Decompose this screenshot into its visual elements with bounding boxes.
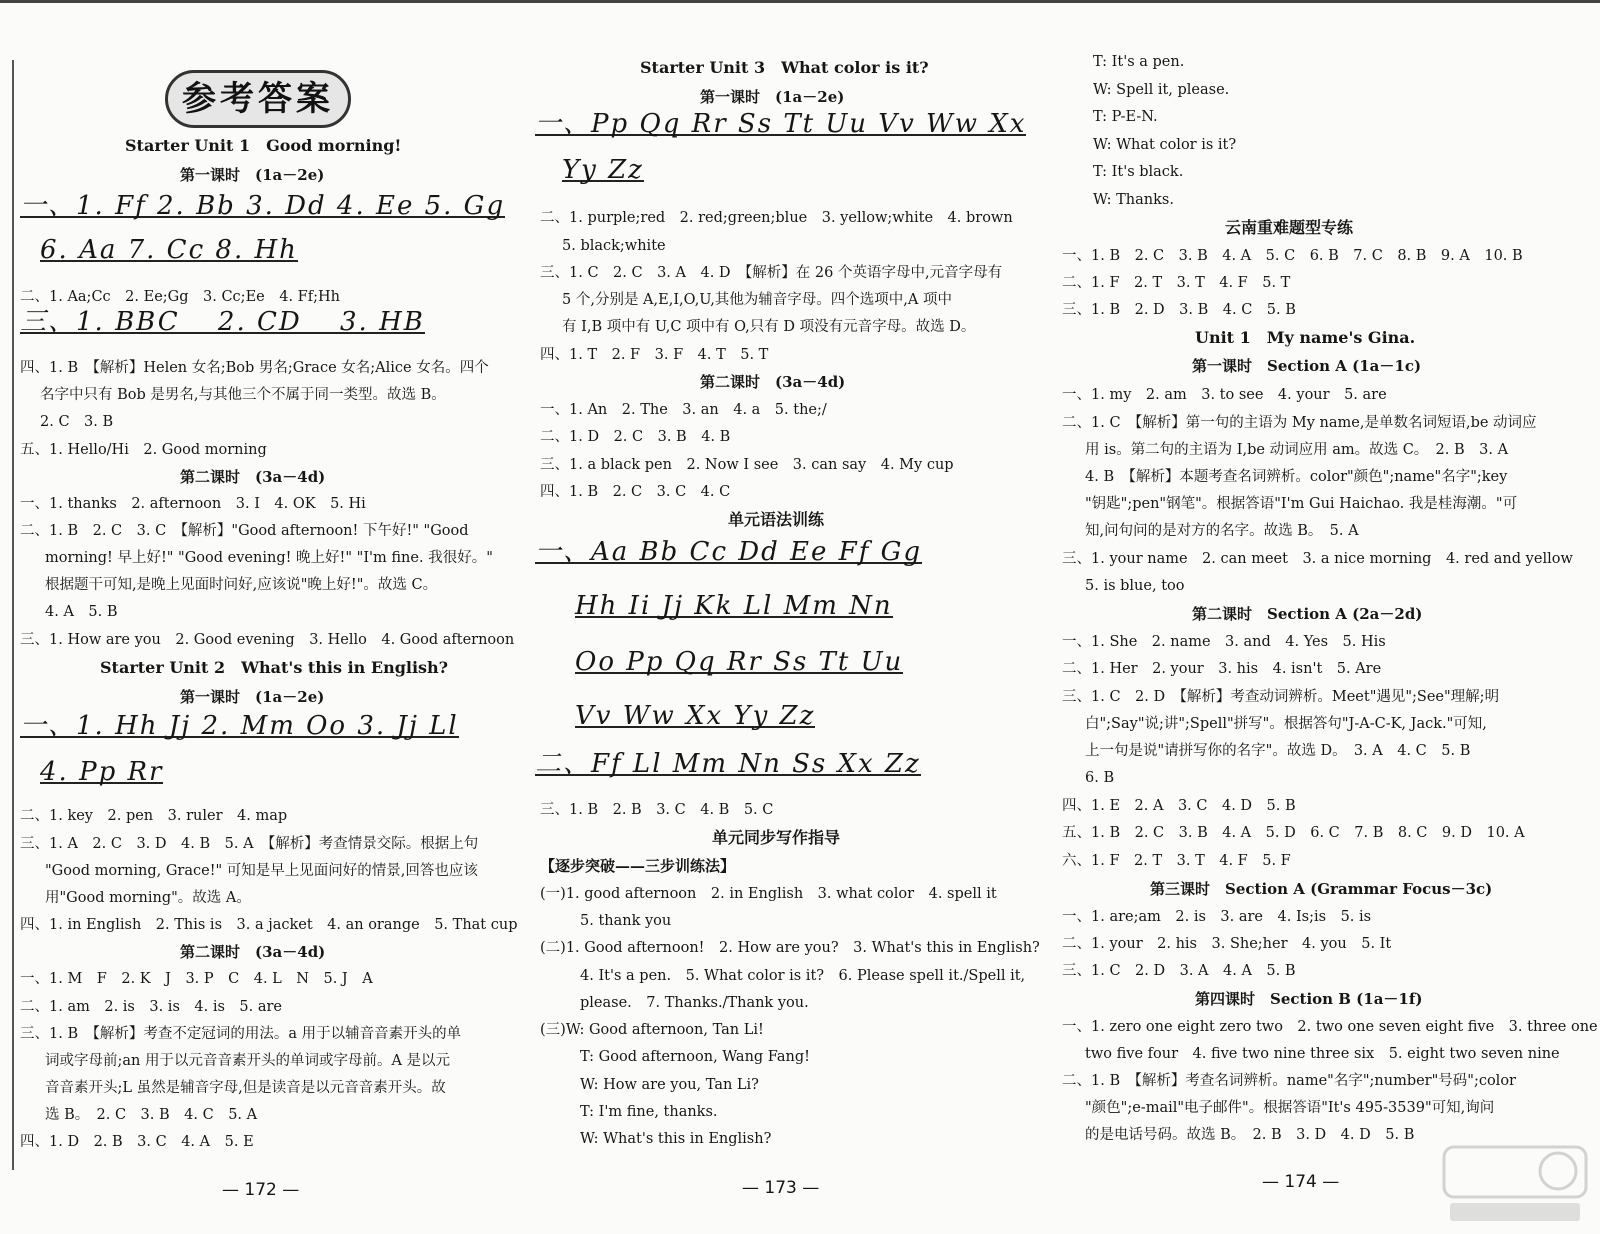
answer-line: 2. C 3. B	[40, 414, 114, 430]
answer-line: 二、1. purple;red 2. red;green;blue 3. yellow;white 4. brown	[540, 210, 1013, 226]
answer-line: 四、1. B 2. C 3. C 4. C	[540, 484, 731, 500]
answer-line: (三)W: Good afternoon, Tan Li!	[540, 1022, 764, 1038]
answer-line: two five four 4. five two nine three six 5. eight two seven nine	[1085, 1046, 1560, 1062]
handwriting-answer: 一、Aa Bb Cc Dd Ee Ff Gg	[535, 537, 923, 567]
watermark-logo-icon	[1440, 1141, 1590, 1226]
answer-line: 四、1. D 2. B 3. C 4. A 5. E	[20, 1134, 254, 1150]
answer-line: 音音素开头;L 虽然是辅音字母,但是读音是以元音音素开头。故	[45, 1080, 446, 1096]
handwriting-answer: 6. Aa 7. Cc 8. Hh	[40, 235, 298, 265]
answer-line: 二、1. Aa;Cc 2. Ee;Gg 3. Cc;Ee 4. Ff;Hh	[20, 289, 340, 305]
answer-line: 二、1. D 2. C 3. B 4. B	[540, 429, 731, 445]
section-heading: Starter Unit 2 What's this in English?	[100, 658, 449, 677]
handwriting-answer: 二、Ff Ll Mm Nn Ss Xx Zz	[535, 749, 921, 779]
section-heading: 第二课时 Section A (2a－2d)	[1192, 605, 1423, 623]
answer-line: W: What's this in English?	[580, 1131, 772, 1147]
section-heading: 【逐步突破——三步训练法】	[540, 857, 736, 875]
handwriting-answer: 一、Pp Qq Rr Ss Tt Uu Vv Ww Xx	[535, 109, 1027, 139]
section-heading: 第一课时 Section A (1a－1c)	[1192, 357, 1422, 375]
answer-line: 4. B 【解析】本题考查名词辨析。color"颜色";name"名字";key	[1085, 469, 1508, 485]
answer-line: T: It's a pen.	[1093, 54, 1185, 70]
answer-line: 五、1. B 2. C 3. B 4. A 5. D 6. C 7. B 8. C 9. D 10. A	[1062, 825, 1525, 841]
answer-line: 5. thank you	[580, 913, 672, 929]
handwriting-answer: 一、1. Ff 2. Bb 3. Dd 4. Ee 5. Gg	[20, 191, 506, 221]
section-heading: 单元语法训练	[728, 510, 825, 529]
answer-line: 三、1. B 【解析】考查不定冠词的用法。a 用于以辅音音素开头的单	[20, 1026, 462, 1042]
answer-line: 二、1. C 【解析】第一句的主语为 My name,是单数名词短语,be 动词应	[1062, 415, 1537, 431]
answer-line: 三、1. C 2. C 3. A 4. D 【解析】在 26 个英语字母中,元音字母有	[540, 265, 1003, 281]
section-heading: 第一课时 (1a－2e)	[700, 88, 845, 106]
answer-line: 二、1. Her 2. your 3. his 4. isn't 5. Are	[1062, 661, 1382, 677]
answer-line: morning! 早上好!" "Good evening! 晚上好!" "I'm fine. 我很好。"	[45, 550, 493, 566]
answer-line: 一、1. zero one eight zero two 2. two one seven eight five 3. three one	[1062, 1019, 1598, 1035]
answer-line: 5. black;white	[562, 238, 666, 254]
section-heading: 第四课时 Section B (1a－1f)	[1195, 990, 1423, 1008]
answer-line: W: Spell it, please.	[1093, 82, 1230, 98]
answer-line: "钥匙";pen"钢笔"。根据答语"I'm Gui Haichao. 我是桂海潮。"可	[1085, 496, 1518, 512]
answer-line: 5 个,分别是 A,E,I,O,U,其他为辅音字母。四个选项中,A 项中	[562, 292, 952, 308]
answer-line: 四、1. T 2. F 3. F 4. T 5. T	[540, 347, 769, 363]
answer-line: 三、1. C 2. D 3. A 4. A 5. B	[1062, 963, 1296, 979]
answer-line: T: Good afternoon, Wang Fang!	[580, 1049, 810, 1065]
answer-line: 的是电话号码。故选 B。 2. B 3. D 4. D 5. B	[1085, 1127, 1415, 1143]
answer-line: 二、1. your 2. his 3. She;her 4. you 5. It	[1062, 936, 1392, 952]
answer-line: 三、1. a black pen 2. Now I see 3. can say 4. My cup	[540, 457, 954, 473]
answer-line: 二、1. B 2. C 3. C 【解析】"Good afternoon! 下午好!" "Good	[20, 523, 469, 539]
handwriting-answer: Hh Ii Jj Kk Ll Mm Nn	[575, 591, 893, 621]
answer-line: W: Thanks.	[1093, 192, 1174, 208]
answer-line: 四、1. in English 2. This is 3. a jacket 4. an orange 5. That cup	[20, 917, 518, 933]
answer-line: 白";Say"说;讲";Spell"拼写"。根据答句"J-A-C-K, Jack."可知,	[1085, 716, 1487, 732]
top-border	[0, 0, 1600, 3]
section-heading: 云南重难题型专练	[1225, 218, 1354, 237]
answer-line: 上一句是说"请拼写你的名字"。故选 D。 3. A 4. C 5. B	[1085, 743, 1471, 759]
answer-line: 词或字母前;an 用于以元音音素开头的单词或字母前。A 是以元	[45, 1053, 451, 1069]
section-heading: 第二课时 (3a－4d)	[180, 468, 326, 486]
answer-line: 二、1. am 2. is 3. is 4. is 5. are	[20, 999, 283, 1015]
answer-line: 三、1. your name 2. can meet 3. a nice morning 4. red and yellow	[1062, 551, 1573, 567]
answer-line: T: It's black.	[1093, 164, 1184, 180]
answer-line: 根据题干可知,是晚上见面时问好,应该说"晚上好!"。故选 C。	[45, 577, 438, 593]
answer-line: "Good morning, Grace!" 可知是早上见面问好的情景,回答也应该	[45, 863, 478, 879]
answer-line: (一)1. good afternoon 2. in English 3. what color 4. spell it	[540, 886, 997, 902]
answer-line: W: How are you, Tan Li?	[580, 1077, 759, 1093]
answer-line: 二、1. F 2. T 3. T 4. F 5. T	[1062, 275, 1291, 291]
answer-line: 一、1. are;am 2. is 3. are 4. Is;is 5. is	[1062, 909, 1372, 925]
answer-key-badge: 参考答案	[165, 70, 351, 128]
answer-line: 知,问句问的是对方的名字。故选 B。 5. A	[1085, 523, 1359, 539]
answer-line: 六、1. F 2. T 3. T 4. F 5. F	[1062, 853, 1291, 869]
answer-line: 四、1. E 2. A 3. C 4. D 5. B	[1062, 798, 1296, 814]
answer-line: 一、1. An 2. The 3. an 4. a 5. the;/	[540, 402, 827, 418]
page-number-173: — 173 —	[742, 1178, 820, 1198]
handwriting-answer: 一、1. Hh Jj 2. Mm Oo 3. Jj Ll	[20, 711, 459, 741]
handwriting-answer: 4. Pp Rr	[40, 757, 164, 787]
answer-line: 用 is。第二句的主语为 I,be 动词应用 am。故选 C。 2. B 3. A	[1085, 442, 1509, 458]
answer-line: T: I'm fine, thanks.	[580, 1104, 718, 1120]
answer-line: 一、1. B 2. C 3. B 4. A 5. C 6. B 7. C 8. B 9. A 10. B	[1062, 248, 1523, 264]
answer-line: 三、1. B 2. D 3. B 4. C 5. B	[1062, 302, 1296, 318]
answer-line: (二)1. Good afternoon! 2. How are you? 3. What's this in English?	[540, 940, 1040, 956]
section-heading: Starter Unit 1 Good morning!	[125, 136, 402, 155]
answer-line: 5. is blue, too	[1085, 578, 1185, 594]
answer-line: 五、1. Hello/Hi 2. Good morning	[20, 442, 267, 458]
page-number-174: — 174 —	[1262, 1172, 1340, 1192]
answer-line: 二、1. B 【解析】考查名词辨析。name"名字";number"号码";color	[1062, 1073, 1516, 1089]
section-heading: 第二课时 (3a－4d)	[700, 373, 846, 391]
answer-line: T: P-E-N.	[1093, 109, 1158, 125]
answer-line: 6. B	[1085, 770, 1115, 786]
section-heading: Unit 1 My name's Gina.	[1195, 328, 1416, 347]
answer-line: 用"Good morning"。故选 A。	[45, 890, 251, 906]
answer-line: 三、1. A 2. C 3. D 4. B 5. A 【解析】考查情景交际。根据上句	[20, 836, 479, 852]
answer-line: 4. It's a pen. 5. What color is it? 6. Please spell it./Spell it,	[580, 968, 1026, 984]
handwriting-answer: Vv Ww Xx Yy Zz	[575, 701, 816, 731]
handwriting-answer: Oo Pp Qq Rr Ss Tt Uu	[575, 647, 904, 677]
section-heading: 第三课时 Section A (Grammar Focus－3c)	[1150, 880, 1493, 898]
answer-line: 一、1. M F 2. K J 3. P C 4. L N 5. J A	[20, 971, 373, 987]
page-number-172: — 172 —	[222, 1180, 300, 1200]
answer-line: please. 7. Thanks./Thank you.	[580, 995, 809, 1011]
answer-line: 一、1. my 2. am 3. to see 4. your 5. are	[1062, 387, 1387, 403]
handwriting-answer: 三、1. BBC 2. CD 3. HB	[20, 307, 425, 337]
answer-line: 一、1. She 2. name 3. and 4. Yes 5. His	[1062, 634, 1386, 650]
section-heading: Starter Unit 3 What color is it?	[640, 58, 929, 77]
answer-line: "颜色";e-mail"电子邮件"。根据答语"It's 495-3539"可知,询问	[1085, 1100, 1495, 1116]
section-heading: 第一课时 (1a－2e)	[180, 688, 325, 706]
section-heading: 单元同步写作指导	[712, 828, 841, 847]
answer-line: 二、1. key 2. pen 3. ruler 4. map	[20, 808, 288, 824]
answer-line: 一、1. thanks 2. afternoon 3. I 4. OK 5. Hi	[20, 496, 366, 512]
left-binding-rule	[12, 60, 14, 1170]
handwriting-answer: Yy Zz	[562, 155, 644, 185]
answer-line: 三、1. C 2. D 【解析】考查动词辨析。Meet"遇见";See"理解;明	[1062, 689, 1500, 705]
section-heading: 第二课时 (3a－4d)	[180, 943, 326, 961]
answer-line: 三、1. How are you 2. Good evening 3. Hello 4. Good afternoon	[20, 632, 515, 648]
answer-line: 有 I,B 项中有 U,C 项中有 O,只有 D 项没有元音字母。故选 D。	[562, 319, 976, 335]
answer-line: W: What color is it?	[1093, 137, 1237, 153]
section-heading: 第一课时 (1a－2e)	[180, 166, 325, 184]
answer-line: 四、1. B 【解析】Helen 女名;Bob 男名;Grace 女名;Alice 女名。四个	[20, 360, 489, 376]
answer-line: 名字中只有 Bob 是男名,与其他三个不属于同一类型。故选 B。	[40, 387, 446, 403]
answer-line: 选 B。 2. C 3. B 4. C 5. A	[45, 1107, 258, 1123]
answer-line: 4. A 5. B	[45, 604, 118, 620]
answer-line: 三、1. B 2. B 3. C 4. B 5. C	[540, 802, 774, 818]
